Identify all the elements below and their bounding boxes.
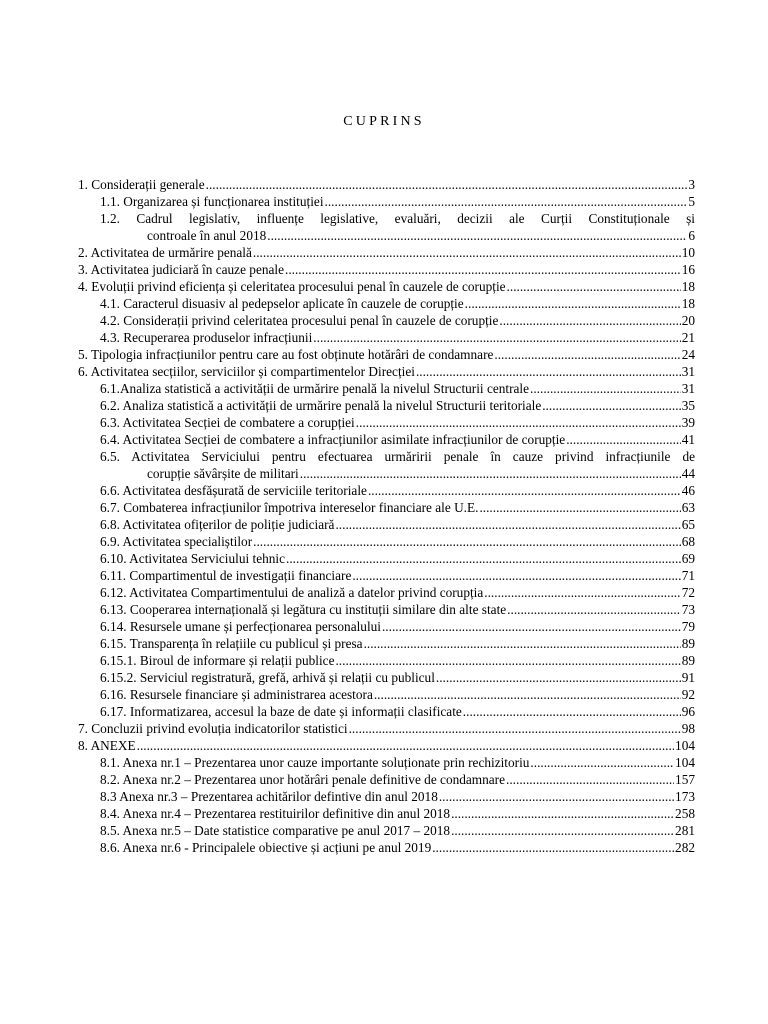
toc-entry-label: 8.6. Anexa nr.6 - Principalele obiective și acțiuni pe anul 2019	[100, 840, 432, 855]
toc-page-number: 69	[681, 551, 695, 566]
toc-entry-label: 6.13. Cooperarea internațională și legătura cu instituții similare din alte state	[100, 602, 507, 617]
toc-entry	[78, 516, 695, 533]
dot-leader	[530, 380, 681, 397]
dot-leader	[285, 261, 681, 278]
toc-entry	[78, 329, 695, 346]
toc-entry-label: 6.15. Transparența în relațiile cu publicul și presa	[100, 636, 363, 651]
toc-entry-label: 6.10. Activitatea Serviciului tehnic	[100, 551, 286, 566]
dot-leader	[507, 278, 681, 295]
toc-entry	[78, 431, 695, 448]
toc-entry	[78, 210, 695, 244]
toc-entry	[78, 278, 695, 295]
toc-entry	[78, 635, 695, 652]
toc-entry-label: 8.4. Anexa nr.4 – Prezentarea restituirilor definitive din anul 2018	[100, 806, 451, 821]
table-of-contents	[78, 176, 695, 856]
toc-entry	[78, 754, 695, 771]
toc-entry	[78, 176, 695, 193]
dot-leader	[451, 822, 674, 839]
toc-entry	[78, 720, 695, 737]
dot-leader	[566, 431, 680, 448]
toc-entry	[78, 839, 695, 856]
toc-page-number: 6	[688, 228, 695, 243]
toc-page-number: 89	[681, 653, 695, 668]
dot-leader	[349, 720, 681, 737]
toc-entry	[78, 788, 695, 805]
toc-entry	[78, 244, 695, 261]
toc-entry-label-continued: corupție săvârșite de militari	[147, 466, 299, 481]
toc-entry	[78, 346, 695, 363]
toc-entry	[78, 295, 695, 312]
toc-entry-label: 4.1. Caracterul disuasiv al pedepselor aplicate în cauzele de corupție	[100, 296, 464, 311]
toc-entry-label: 6.7. Combaterea infracțiunilor împotriva intereselor financiare ale U.E.	[100, 500, 479, 515]
dot-leader	[356, 414, 681, 431]
dot-leader	[499, 312, 680, 329]
toc-entry	[78, 414, 695, 431]
toc-entry-label: 6.14. Resursele umane și perfecționarea personalului	[100, 619, 381, 634]
toc-entry	[78, 567, 695, 584]
dot-leader	[206, 176, 688, 193]
toc-entry	[78, 618, 695, 635]
dot-leader	[479, 499, 680, 516]
toc-entry-label: 1.1. Organizarea și funcționarea instituției	[100, 194, 324, 209]
toc-page-number: 18	[681, 279, 695, 294]
toc-entry-label: 6.17. Informatizarea, accesul la baze de date și informații clasificate	[100, 704, 462, 719]
toc-entry	[78, 805, 695, 822]
toc-entry-label: 1.2. Cadrul legislativ, influențe legislative, evaluări, decizii ale Curții Constituționale și	[100, 211, 695, 226]
dot-leader	[465, 295, 681, 312]
dot-leader	[300, 465, 681, 482]
toc-entry-label-continued: controale în anul 2018	[147, 228, 267, 243]
toc-entry	[78, 499, 695, 516]
toc-page-number: 24	[681, 347, 695, 362]
toc-entry	[78, 737, 695, 754]
toc-entry	[78, 482, 695, 499]
dot-leader	[137, 737, 674, 754]
toc-page-number: 258	[675, 806, 695, 821]
toc-entry	[78, 703, 695, 720]
dot-leader	[253, 244, 681, 261]
toc-page-number: 72	[681, 585, 695, 600]
dot-leader	[484, 584, 680, 601]
dot-leader	[374, 686, 681, 703]
toc-entry-label: 4.3. Recuperarea produselor infracțiunii	[100, 330, 313, 345]
toc-entry-label: 6.15.1. Biroul de informare și relații publice	[100, 653, 335, 668]
toc-entry-label: 6.6. Activitatea desfășurată de serviciile teritoriale	[100, 483, 367, 498]
toc-page-number: 91	[681, 670, 695, 685]
toc-entry-label: 1. Considerații generale	[78, 177, 205, 192]
toc-entry-label: 7. Concluzii privind evoluția indicatorilor statistici	[78, 721, 348, 736]
dot-leader	[253, 533, 681, 550]
toc-page-number: 92	[681, 687, 695, 702]
toc-entry	[78, 822, 695, 839]
dot-leader	[436, 669, 681, 686]
toc-page-number: 65	[681, 517, 695, 532]
toc-page-number: 35	[681, 398, 695, 413]
toc-entry	[78, 380, 695, 397]
dot-leader	[507, 601, 681, 618]
toc-entry	[78, 686, 695, 703]
toc-entry	[78, 261, 695, 278]
dot-leader	[286, 550, 681, 567]
page-title: CUPRINS	[343, 114, 425, 129]
toc-page-number: 46	[681, 483, 695, 498]
dot-leader	[267, 227, 687, 244]
dot-leader	[542, 397, 680, 414]
toc-entry-label: 8.2. Anexa nr.2 – Prezentarea unor hotărâri penale definitive de condamnare	[100, 772, 506, 787]
toc-entry-label: 6.15.2. Serviciul registratură, grefă, arhivă și relații cu publicul	[100, 670, 435, 685]
dot-leader	[463, 703, 681, 720]
toc-entry-label: 8. ANEXE	[78, 738, 136, 753]
dot-leader	[416, 363, 681, 380]
toc-entry-label: 6.9. Activitatea specialiștilor	[100, 534, 253, 549]
toc-entry	[78, 448, 695, 482]
toc-page-number: 20	[681, 313, 695, 328]
dot-leader	[325, 193, 688, 210]
toc-page-number: 104	[675, 755, 695, 770]
toc-entry	[78, 397, 695, 414]
toc-page-number: 63	[681, 500, 695, 515]
toc-entry	[78, 771, 695, 788]
toc-entry-label: 8.1. Anexa nr.1 – Prezentarea unor cauze importante soluționate prin rechizitoriu	[100, 755, 530, 770]
dot-leader	[313, 329, 680, 346]
toc-entry	[78, 193, 695, 210]
toc-entry-label: 6.16. Resursele financiare și administrarea acestora	[100, 687, 373, 702]
toc-entry-label: 6.2. Analiza statistică a activității de urmărire penală la nivelul Structurii teritoriale	[100, 398, 542, 413]
toc-page-number: 44	[681, 466, 695, 481]
toc-entry-label: 6.12. Activitatea Compartimentului de analiză a datelor privind corupția	[100, 585, 484, 600]
toc-page-number: 98	[681, 721, 695, 736]
toc-page-number: 16	[681, 262, 695, 277]
toc-page-number: 41	[681, 432, 695, 447]
toc-entry	[78, 601, 695, 618]
dot-leader	[494, 346, 680, 363]
toc-entry	[78, 669, 695, 686]
toc-entry	[78, 533, 695, 550]
toc-page-number: 282	[675, 840, 695, 855]
toc-entry	[78, 652, 695, 669]
toc-entry-label: 6.8. Activitatea ofițerilor de poliție judiciară	[100, 517, 335, 532]
toc-page-number: 21	[681, 330, 695, 345]
toc-entry-label: 5. Tipologia infracțiunilor pentru care au fost obținute hotărâri de condamnare	[78, 347, 494, 362]
dot-leader	[382, 618, 681, 635]
toc-page-number: 173	[675, 789, 695, 804]
toc-entry-label: 8.5. Anexa nr.5 – Date statistice comparative pe anul 2017 – 2018	[100, 823, 451, 838]
toc-page-number: 96	[681, 704, 695, 719]
toc-page-number: 39	[681, 415, 695, 430]
toc-entry	[78, 584, 695, 601]
toc-page-number: 5	[688, 194, 695, 209]
toc-entry-label: 6.3. Activitatea Secției de combatere a corupției	[100, 415, 355, 430]
toc-page-number: 71	[681, 568, 695, 583]
dot-leader	[352, 567, 680, 584]
toc-page-number: 18	[681, 296, 695, 311]
toc-page-number: 73	[681, 602, 695, 617]
toc-entry-label: 4. Evoluții privind eficiența și celeritatea procesului penal în cauzele de corupție	[78, 279, 506, 294]
toc-page-number: 31	[681, 381, 695, 396]
toc-entry	[78, 312, 695, 329]
dot-leader	[335, 516, 680, 533]
toc-entry-label: 2. Activitatea de urmărire penală	[78, 245, 252, 260]
toc-entry-label: 6.11. Compartimentul de investigații financiare	[100, 568, 352, 583]
toc-entry-label: 6.1.Analiza statistică a activității de urmărire penală la nivelul Structurii centrale	[100, 381, 530, 396]
dot-leader	[335, 652, 680, 669]
toc-entry-label: 6.5. Activitatea Serviciului pentru efectuarea urmăririi penale în cauze privind infracțiunile de	[100, 449, 695, 464]
toc-entry	[78, 363, 695, 380]
dot-leader	[439, 788, 674, 805]
toc-page-number: 10	[681, 245, 695, 260]
toc-entry-label: 8.3 Anexa nr.3 – Prezentarea achitărilor defintive din anul 2018	[100, 789, 438, 804]
toc-page-number: 157	[675, 772, 695, 787]
toc-page-number: 281	[675, 823, 695, 838]
toc-page-number: 79	[681, 619, 695, 634]
dot-leader	[432, 839, 674, 856]
dot-leader	[506, 771, 674, 788]
dot-leader	[368, 482, 681, 499]
toc-entry-label: 6. Activitatea secțiilor, serviciilor și compartimentelor Direcției	[78, 364, 415, 379]
toc-page-number: 31	[681, 364, 695, 379]
dot-leader	[451, 805, 674, 822]
dot-leader	[364, 635, 681, 652]
toc-entry	[78, 550, 695, 567]
toc-page-number: 104	[675, 738, 695, 753]
toc-entry-label: 4.2. Considerații privind celeritatea procesului penal în cauzele de corupție	[100, 313, 499, 328]
dot-leader	[530, 754, 674, 771]
toc-page-number: 3	[688, 177, 695, 192]
toc-entry-label: 3. Activitatea judiciară în cauze penale	[78, 262, 284, 277]
toc-page-number: 68	[681, 534, 695, 549]
toc-page-number: 89	[681, 636, 695, 651]
toc-entry-label: 6.4. Activitatea Secției de combatere a infracțiunilor asimilate infracțiunilor de corupție	[100, 432, 566, 447]
